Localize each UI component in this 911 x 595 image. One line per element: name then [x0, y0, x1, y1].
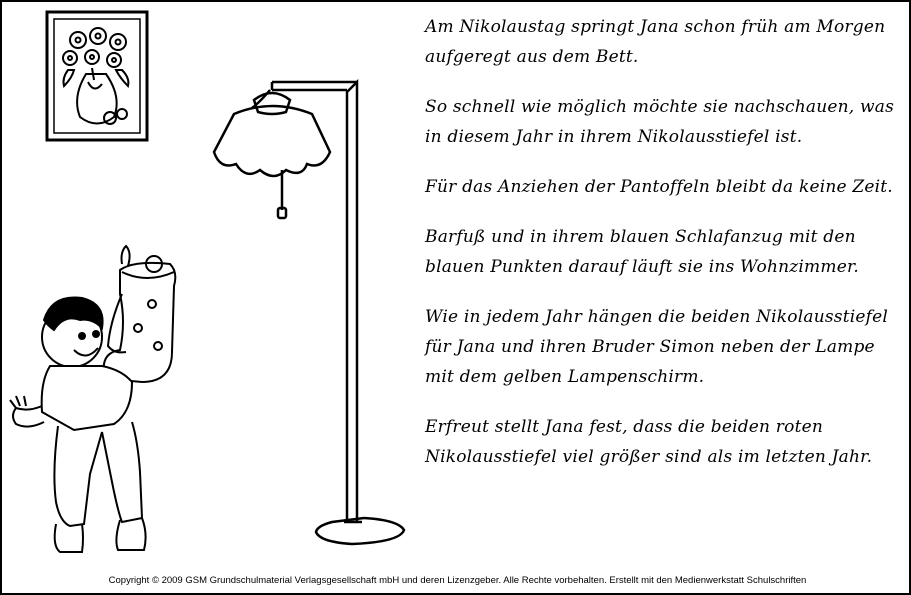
story-paragraph-2 — [425, 92, 907, 152]
story-line: mit dem gelben Lampenschirm. — [425, 367, 705, 387]
story-line: Am Nikolaustag springt Jana schon früh am Morgen — [425, 17, 886, 37]
child-with-stocking-icon — [10, 246, 175, 552]
illustration — [2, 2, 422, 572]
copyright-notice: Copyright © 2009 GSM Grundschulmaterial Verlagsgesellschaft mbH und deren Lizenzgeber. Alle Rechte vorbehalten. Erstellt mit den Medienwerkstatt Schulschriften — [108, 575, 807, 586]
picture-frame-icon — [47, 12, 147, 140]
story-line: Barfuß und in ihrem blauen Schlafanzug mit den — [425, 227, 856, 247]
story-line: aufgeregt aus dem Bett. — [425, 47, 639, 67]
story-line: Wie in jedem Jahr hängen die beiden Nikolausstiefel — [425, 307, 889, 327]
floor-lamp-icon — [214, 82, 404, 544]
story-paragraph-1 — [425, 12, 907, 72]
story-text — [425, 12, 907, 492]
story-paragraph-4 — [425, 222, 907, 282]
story-paragraph-6 — [425, 412, 907, 472]
story-line: Für das Anziehen der Pantoffeln bleibt da keine Zeit. — [425, 177, 893, 197]
story-line: in diesem Jahr in ihrem Nikolausstiefel ist. — [425, 127, 803, 147]
story-line: So schnell wie möglich möchte sie nachschauen, was — [425, 97, 895, 117]
story-line: Nikolausstiefel viel größer sind als im letzten Jahr. — [425, 447, 873, 467]
story-paragraph-5 — [425, 302, 907, 392]
story-paragraph-3 — [425, 172, 907, 202]
story-line: blauen Punkten darauf läuft sie ins Wohnzimmer. — [425, 257, 860, 277]
story-line: Erfreut stellt Jana fest, dass die beiden roten — [425, 417, 824, 437]
flower-vase-icon — [63, 28, 128, 124]
story-line: für Jana und ihren Bruder Simon neben der Lampe — [425, 337, 875, 357]
